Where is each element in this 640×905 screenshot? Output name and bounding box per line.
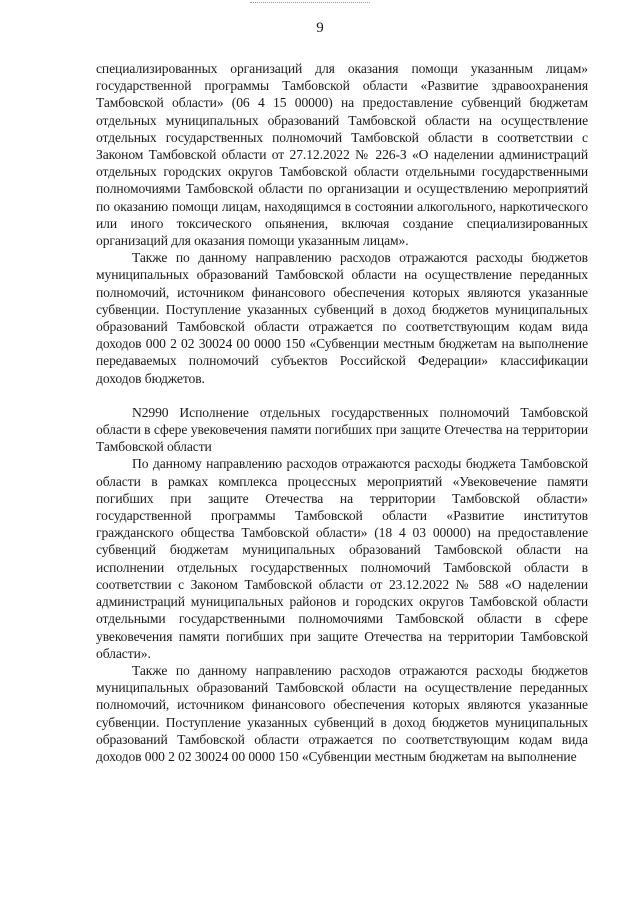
document-body [96, 60, 588, 765]
section-heading-n2990: N2990 Исполнение отдельных государственных полномочий Тамбовской области в сфере увековечения памяти погибших при защите Отечества на территории Тамбовской области [96, 404, 588, 455]
paragraph-also-expenses-2: Также по данному направлению расходов отражаются расходы бюджетов муниципальных образований Тамбовской области на осуществление переданных полномочий, источником финансового обеспечения которых являются указанные субвенции. Поступление указанных субвенций в доход бюджетов муниципальных образований Тамбовской области отражается по соответствующим кодам вида доходов 000 2 02 30024 00 0000 150 «Субвенции местным бюджетам на выполнение [96, 662, 588, 764]
top-rule [250, 2, 370, 5]
paragraph-n2990-description: По данному направлению расходов отражаются расходы бюджета Тамбовской области в рамках комплекса процессных мероприятий «Увековечение памяти погибших при защите Отечества на территории Тамбовской области» государственной программы Тамбовской области «Развитие институтов гражданского общества Тамбовской области» (18 4 03 00000) на предоставление субвенций бюджетам муниципальных образований Тамбовской области на исполнении отдельных государственных полномочий Тамбовской области в соответствии с Законом Тамбовской области от 23.12.2022 № 588 «О наделении администраций муниципальных районов и городских округов Тамбовской области отдельными государственными полномочиями Тамбовской области в сфере увековечения памяти погибших при защите Отечества на территории Тамбовской области». [96, 456, 588, 661]
paragraph-also-expenses: Также по данному направлению расходов отражаются расходы бюджетов муниципальных образований Тамбовской области на осуществление переданных полномочий, источником финансового обеспечения которых являются указанные субвенции. Поступление указанных субвенций в доход бюджетов муниципальных образований Тамбовской области отражается по соответствующим кодам вида доходов 000 2 02 30024 00 0000 150 «Субвенции местным бюджетам на выполнение передаваемых полномочий субъектов Российской Федерации» классификации доходов бюджетов. [96, 250, 588, 386]
paragraph-continuation: специализированных организаций для оказания помощи указанным лицам» государственной программы Тамбовской области «Развитие здравоохранения Тамбовской области» (06 4 15 00000) на предоставление субвенций бюджетам отдельных муниципальных образований Тамбовской области на осуществление отдельных государственных полномочий Тамбовской области в соответствии с Законом Тамбовской области от 27.12.2022 № 226-З «О наделении администраций отдельных городских округов Тамбовской области отдельными государственными полномочиями Тамбовской области по организации и осуществлению мероприятий по оказанию помощи лицам, находящимся в состоянии алкогольного, наркотического или иного токсического опьянения, включая создание специализированных организаций для оказания помощи указанным лицам». [96, 61, 588, 249]
page-number: 9 [316, 20, 324, 36]
